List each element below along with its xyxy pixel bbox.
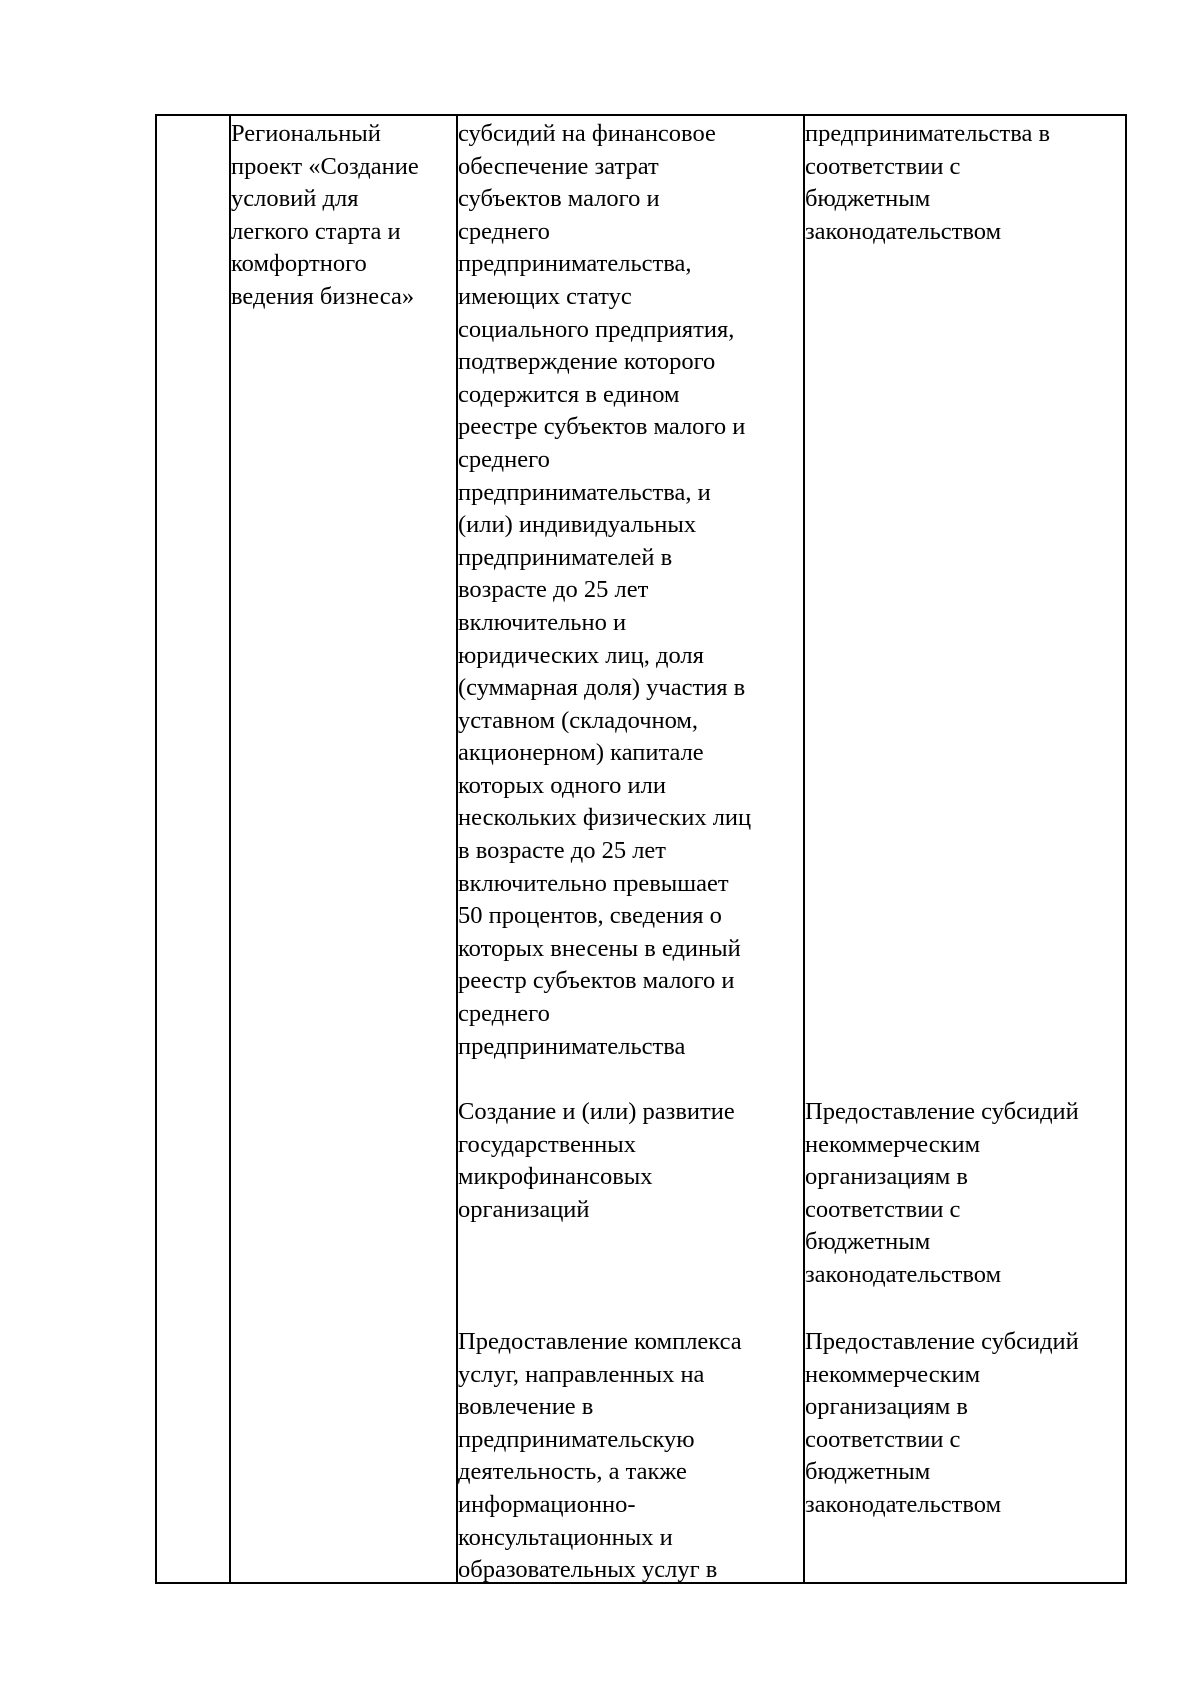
mechanism-cell-2: Предоставление субсидий некоммерческим организациям в соответствии с бюджетным законодательством (805, 1098, 1079, 1288)
measure-cell-2: Создание и (или) развитие государственных микрофинансовых организаций (458, 1098, 735, 1223)
mechanism-cell-3: Предоставление субсидий некоммерческим организациям в соответствии с бюджетным законодательством (805, 1328, 1079, 1518)
measure-cell-3: Предоставление комплекса услуг, направленных на вовлечение в предпринимательскую деятельность, а также информационно- консультационных и образовательных услуг в (458, 1328, 742, 1584)
column-divider-1 (229, 114, 231, 1584)
mechanism-cell-1: предпринимательства в соответствии с бюджетным законодательством (805, 120, 1051, 245)
project-name-cell: Региональный проект «Создание условий для легкого старта и комфортного ведения бизнеса» (231, 120, 419, 310)
measure-cell-1: субсидий на финансовое обеспечение затрат субъектов малого и среднего предпринимательства, имеющих статус социального предприятия, подтверждение которого содержится в едином реестре субъектов малого и среднего предпринимательства, и (или) индивидуальных предпринимателей в возрасте до 25 лет включительно и юридических лиц, доля (суммарная доля) участия в уставном (складочном, акционерном) капитале которых одного или нескольких физических лиц в возрасте до 25 лет включительно превышает 50 процентов, сведения о которых внесены в единый реестр субъектов малого и среднего предпринимательства (458, 120, 752, 1060)
